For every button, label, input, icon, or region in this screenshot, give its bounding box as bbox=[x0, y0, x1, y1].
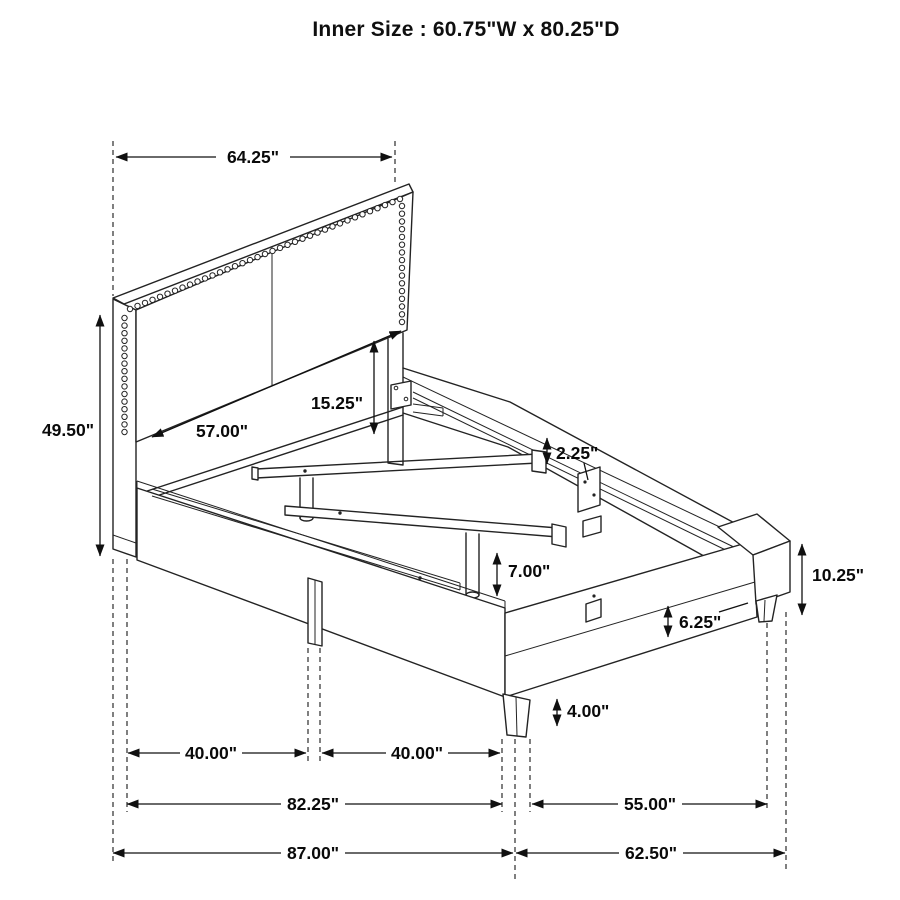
nailhead-stud bbox=[352, 215, 357, 220]
nailhead-stud bbox=[399, 250, 404, 255]
nailhead-stud bbox=[322, 227, 327, 232]
nailhead-stud bbox=[367, 209, 372, 214]
dim-label-outer-rail-length: 62.50" bbox=[624, 843, 678, 863]
dim-overall-depth bbox=[113, 842, 513, 863]
nailhead-stud bbox=[122, 414, 127, 419]
center-leg-2 bbox=[466, 533, 479, 598]
nailhead-stud bbox=[337, 221, 342, 226]
nailhead-stud bbox=[122, 323, 127, 328]
nailhead-stud bbox=[195, 279, 200, 284]
middle-leg bbox=[308, 578, 322, 646]
nailhead-stud bbox=[399, 227, 404, 232]
dim-label-headboard-height: 49.50" bbox=[41, 420, 95, 440]
slat-rail-2 bbox=[285, 506, 558, 537]
nailhead-stud bbox=[122, 338, 127, 343]
dim-label-headboard-width: 64.25" bbox=[226, 147, 280, 167]
nailhead-stud bbox=[399, 273, 404, 278]
dim-rail-length bbox=[127, 793, 502, 814]
nailhead-stud bbox=[255, 254, 260, 259]
nailhead-stud bbox=[390, 199, 395, 204]
dim-label-leg-spacing-front: 40.00" bbox=[184, 743, 238, 763]
dim-foot-section-length bbox=[532, 793, 767, 814]
nailhead-stud bbox=[382, 202, 387, 207]
nailhead-stud bbox=[150, 297, 155, 302]
bed-frame-drawing bbox=[113, 184, 790, 737]
dim-label-foot-leg-height: 4.00" bbox=[567, 701, 610, 721]
nailhead-stud bbox=[122, 353, 127, 358]
nailhead-stud bbox=[399, 319, 404, 324]
dim-label-slat-drop: 2.25" bbox=[556, 443, 599, 463]
nailhead-stud bbox=[397, 196, 402, 201]
nailhead-stud bbox=[225, 267, 230, 272]
nailhead-stud bbox=[122, 422, 127, 427]
dim-label-side-rail-height: 6.25" bbox=[679, 612, 722, 632]
nailhead-stud bbox=[157, 294, 162, 299]
dim-headboard-height bbox=[42, 315, 100, 556]
leg-bracket bbox=[391, 381, 411, 409]
nailhead-stud bbox=[399, 296, 404, 301]
nailhead-stud bbox=[399, 211, 404, 216]
nailhead-stud bbox=[122, 376, 127, 381]
nailhead-stud bbox=[122, 391, 127, 396]
nailhead-stud bbox=[122, 384, 127, 389]
nailhead-stud bbox=[399, 288, 404, 293]
nailhead-stud bbox=[277, 245, 282, 250]
dim-foot-leg-height bbox=[557, 699, 609, 726]
ledge-tab bbox=[583, 516, 601, 537]
nailhead-stud bbox=[399, 265, 404, 270]
nailhead-stud bbox=[122, 346, 127, 351]
nailhead-stud bbox=[399, 234, 404, 239]
nailhead-stud bbox=[122, 369, 127, 374]
nailhead-stud bbox=[399, 219, 404, 224]
dim-leg-spacing-rear bbox=[322, 742, 500, 763]
nailhead-stud bbox=[127, 306, 132, 311]
nailhead-stud bbox=[399, 312, 404, 317]
nailhead-stud bbox=[345, 218, 350, 223]
nailhead-stud bbox=[292, 239, 297, 244]
nailhead-stud bbox=[122, 331, 127, 336]
nailhead-stud bbox=[180, 285, 185, 290]
nailhead-stud bbox=[202, 276, 207, 281]
extension-lines bbox=[113, 141, 786, 879]
dim-label-rail-length: 82.25" bbox=[286, 794, 340, 814]
nailhead-stud bbox=[360, 212, 365, 217]
dim-label-overall-depth: 87.00" bbox=[286, 843, 340, 863]
headboard-right-leg bbox=[388, 333, 411, 465]
nailhead-stud bbox=[315, 230, 320, 235]
dim-label-center-leg-height: 7.00" bbox=[508, 561, 551, 581]
dim-label-panel-drop: 15.25" bbox=[310, 393, 364, 413]
dim-label-foot-section-length: 55.00" bbox=[623, 794, 677, 814]
dim-label-leg-spacing-rear: 40.00" bbox=[390, 743, 444, 763]
nailhead-stud bbox=[399, 242, 404, 247]
slat-rail-1 bbox=[256, 454, 538, 478]
page-title: Inner Size : 60.75"W x 80.25"D bbox=[312, 18, 620, 41]
nailhead-stud bbox=[122, 407, 127, 412]
nailhead-stud bbox=[285, 242, 290, 247]
nailhead-stud bbox=[270, 248, 275, 253]
nailhead-stud bbox=[247, 257, 252, 262]
nailhead-stud bbox=[399, 203, 404, 208]
headboard-panel bbox=[136, 192, 413, 442]
nailhead-stud bbox=[210, 273, 215, 278]
dim-frame-height bbox=[802, 544, 864, 615]
nailhead-stud bbox=[307, 233, 312, 238]
dim-headboard-width bbox=[116, 146, 392, 167]
nailhead-stud bbox=[172, 288, 177, 293]
nailhead-stud bbox=[330, 224, 335, 229]
nailhead-stud bbox=[399, 281, 404, 286]
nailhead-stud bbox=[300, 236, 305, 241]
nailhead-stud bbox=[165, 291, 170, 296]
nailhead-stud bbox=[240, 261, 245, 266]
dim-outer-rail-length bbox=[516, 842, 785, 863]
nailhead-stud bbox=[135, 303, 140, 308]
nailhead-stud bbox=[187, 282, 192, 287]
dim-leg-spacing-front bbox=[128, 742, 306, 763]
nailhead-stud bbox=[122, 399, 127, 404]
nailhead-stud bbox=[399, 304, 404, 309]
nailhead-stud bbox=[122, 429, 127, 434]
dim-label-frame-height: 10.25" bbox=[812, 565, 865, 585]
dim-label-panel-width: 57.00" bbox=[195, 421, 249, 441]
nailhead-stud bbox=[122, 315, 127, 320]
nailhead-stud bbox=[375, 206, 380, 211]
nailhead-stud bbox=[232, 264, 237, 269]
nailhead-stud bbox=[122, 361, 127, 366]
dim-center-leg-height bbox=[497, 553, 550, 596]
rail-bracket bbox=[578, 467, 600, 512]
nailhead-stud bbox=[399, 257, 404, 262]
left-foot-leg bbox=[503, 694, 530, 737]
nailhead-stud bbox=[142, 300, 147, 305]
nailhead-stud bbox=[262, 251, 267, 256]
nailhead-stud bbox=[217, 270, 222, 275]
